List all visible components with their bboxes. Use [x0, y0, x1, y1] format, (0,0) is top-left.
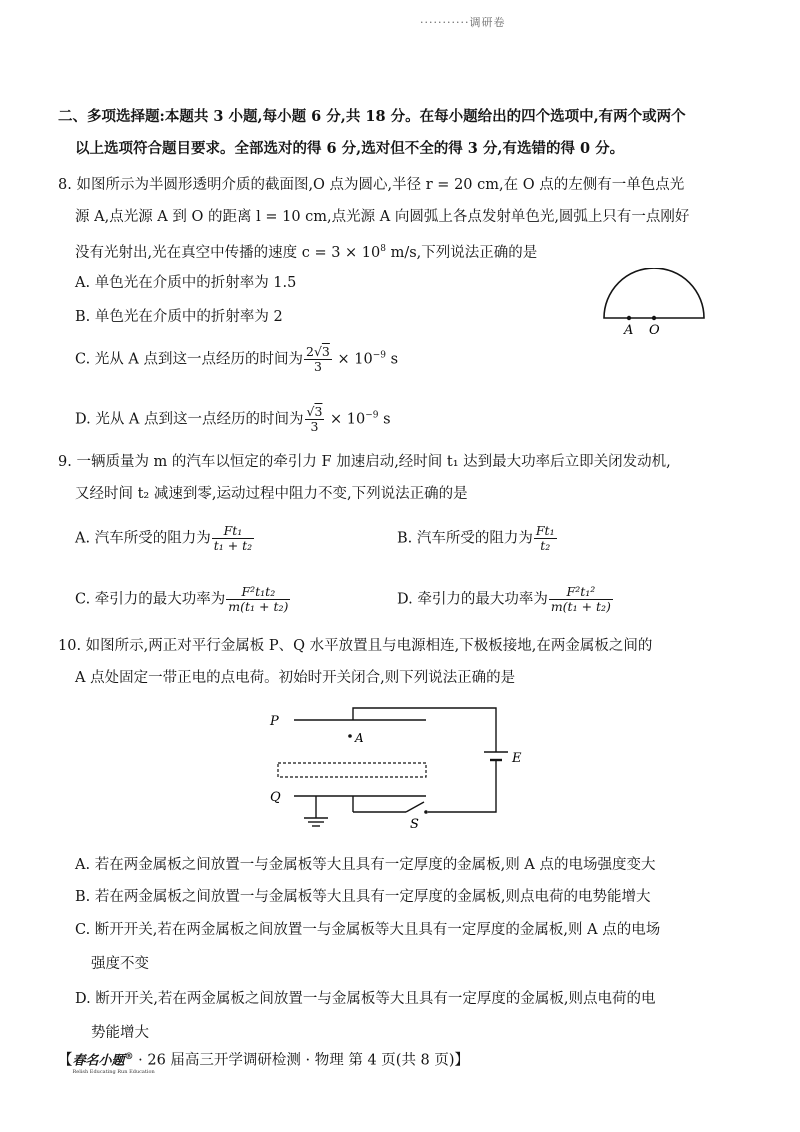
inserted-metal-plate [278, 763, 426, 777]
publisher-logo: 春名小题® Relish Educating Run Education [72, 1052, 155, 1075]
q8-option-a[interactable]: A. 单色光在介质中的折射率为 1.5 [75, 275, 297, 291]
q10-option-d[interactable] [75, 989, 656, 1043]
semicircle-outline [604, 268, 704, 318]
q9-stem-line-2: 又经时间 t₂ 减速到零,运动过程中阻力不变,下列说法正确的是 [75, 486, 468, 502]
switch-contact [424, 810, 428, 814]
figure-label-a-charge: A [355, 731, 364, 745]
figure-label-e: E [512, 751, 522, 766]
wire-right [428, 760, 496, 812]
q8-option-d[interactable]: D. 光从 A 点到这一点经历的时间为 $\frac{√3}{3}$ × $10^{-9}$ s [75, 404, 391, 434]
q9-option-a-fraction: $\frac{\text{Ft₁}}{\text{t₁ + t₂}}$ [213, 523, 253, 553]
q10-option-c[interactable] [75, 920, 660, 974]
switch-blade [406, 802, 424, 812]
q9-stem-line-1: 9. 一辆质量为 m 的汽车以恒定的牵引力 F 加速启动,经时间 t₁ 达到最大功率后立即关闭发动机, [58, 454, 671, 470]
q9-option-a[interactable]: A. 汽车所受的阻力为 $\frac{\text{Ft₁}}{\text{t₁ + t₂}}$ [75, 523, 253, 553]
figure-label-s: S [410, 817, 419, 832]
q8-semicircle-figure [598, 268, 710, 350]
q8-option-c[interactable]: C. 光从 A 点到这一点经历的时间为 $\frac{2√3}{3}$ × $10^{-9}$ s [75, 344, 399, 374]
q10-stem-line-2: A 点处固定一带正电的点电荷。初始时开关闭合,则下列说法正确的是 [75, 670, 516, 686]
q8-stem-line-1: 8. 如图所示为半圆形透明介质的截面图,O 点为圆心,半径 r = 20 cm,在 O 点的左侧有一单色点光 [58, 177, 685, 193]
figure-label-a: A [624, 323, 634, 338]
q8-option-c-fraction: $\frac{2√3}{3}$ [306, 344, 330, 374]
q10-option-a[interactable]: A. 若在两金属板之间放置一与金属板等大且具有一定厚度的金属板,则 A 点的电场强度变大 [75, 857, 656, 873]
q9-option-b[interactable]: B. 汽车所受的阻力为 $\frac{\text{Ft₁}}{\text{t₂}}$ [397, 523, 555, 553]
q9-option-d[interactable]: D. 牵引力的最大功率为 $\frac{\text{F²t₁²}}{\text{m(t₁ + t₂)}}$ [397, 584, 611, 614]
q10-stem-line-1: 10. 如图所示,两正对平行金属板 P、Q 水平放置且与电源相连,下极板接地,在两金属板之间的 [58, 638, 653, 654]
q8-stem-line-2: 源 A,点光源 A 到 O 的距离 l = 10 cm,点光源 A 向圆弧上各点发射单色光,圆弧上只有一点刚好 [75, 209, 690, 225]
q10-option-c-line-2: 强度不变 [91, 956, 149, 972]
q8-stem-line-3: 没有光射出,光在真空中传播的速度 $c = 3 \times 10^8$ m/s,下列说法正确的是 [75, 244, 538, 261]
wire-top [353, 708, 496, 752]
point-charge-a [348, 734, 352, 738]
q10-option-d-line-1: D. 断开开关,若在两金属板之间放置一与金属板等大且具有一定厚度的金属板,则点电荷的电 [75, 991, 656, 1007]
header-mark: ···········调研卷 [420, 16, 506, 29]
q9-option-d-fraction: $\frac{\text{F²t₁²}}{\text{m(t₁ + t₂)}}$ [550, 584, 611, 614]
q10-option-c-line-1: C. 断开开关,若在两金属板之间放置一与金属板等大且具有一定厚度的金属板,则 A 点的电场 [75, 922, 661, 938]
q10-circuit-figure [258, 700, 528, 840]
page-footer: 【春名小题® Relish Educating Run Education · 26 届高三开学调研检测 · 物理 第 4 页(共 8 页)】 [58, 1047, 469, 1077]
q8-option-b[interactable]: B. 单色光在介质中的折射率为 2 [75, 309, 283, 325]
figure-label-q: Q [270, 790, 281, 805]
point-o-dot [652, 316, 656, 320]
footer-exam-info: · 26 届高三开学调研检测 · 物理 第 4 页(共 8 页) [133, 1052, 455, 1069]
q10-option-d-line-2: 势能增大 [91, 1025, 149, 1041]
q9-option-c-fraction: $\frac{\text{F²t₁t₂}}{\text{m(t₁ + t₂)}}$ [228, 584, 289, 614]
q8-option-d-fraction: $\frac{√3}{3}$ [306, 404, 323, 434]
figure-label-p: P [270, 714, 279, 729]
section-heading-line-2: 以上选项符合题目要求。全部选对的得 6 分,选对但不全的得 3 分,有选错的得 0 分。 [75, 140, 625, 157]
section-heading-line-1: 二、多项选择题:本题共 3 小题,每小题 6 分,共 18 分。在每小题给出的四个选项中,有两个或两个 [58, 108, 686, 125]
q9-option-b-fraction: $\frac{\text{Ft₁}}{\text{t₂}}$ [535, 523, 555, 553]
figure-label-o: O [649, 323, 660, 338]
point-a-dot [627, 316, 631, 320]
q9-option-c[interactable]: C. 牵引力的最大功率为 $\frac{\text{F²t₁t₂}}{\text{m(t₁ + t₂)}}$ [75, 584, 289, 614]
q10-option-b[interactable]: B. 若在两金属板之间放置一与金属板等大且具有一定厚度的金属板,则点电荷的电势能增大 [75, 889, 651, 905]
